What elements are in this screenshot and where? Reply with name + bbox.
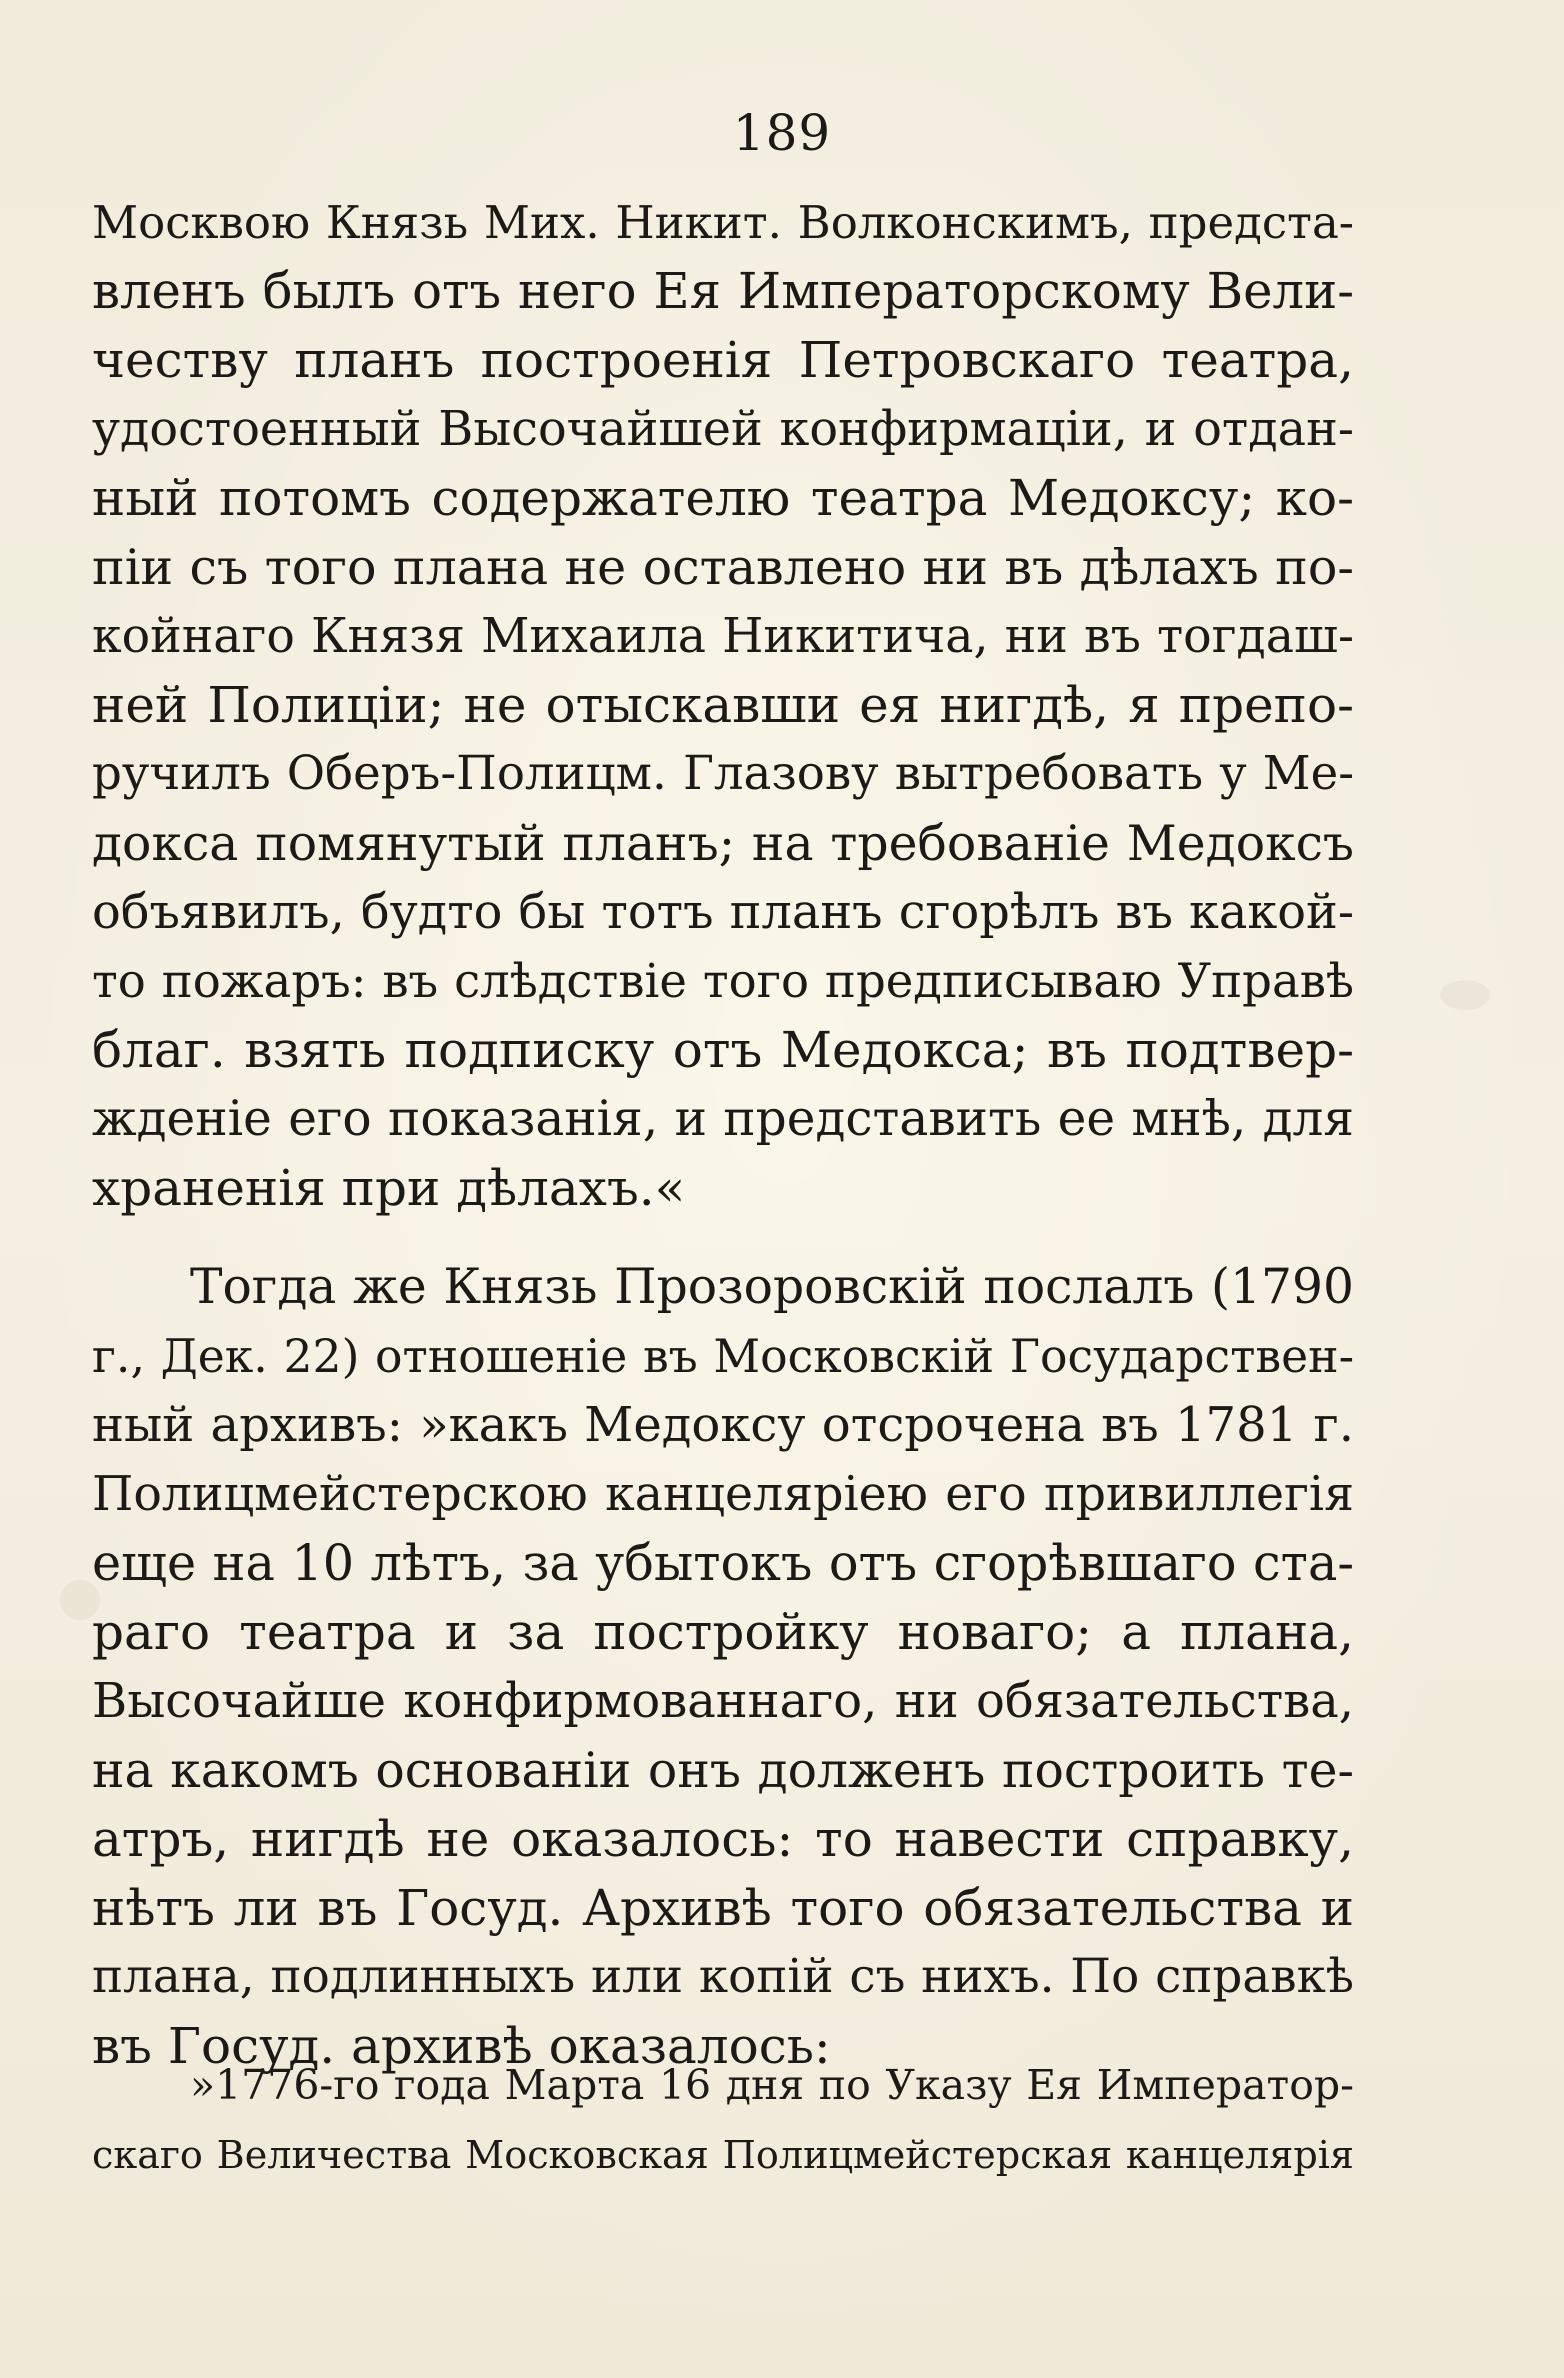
paper-smudge <box>1440 980 1490 1010</box>
text-line: то пожаръ: въ слѣдствіе того предписываю Управѣ <box>92 954 1354 1008</box>
text-line: плана, подлинныхъ или копій съ нихъ. По справкѣ <box>92 1950 1354 2004</box>
text-line: объявилъ, будто бы тотъ планъ сгорѣлъ въ какой- <box>92 885 1354 940</box>
page-number: 189 <box>732 104 832 162</box>
paragraph-gap <box>92 1223 1354 1253</box>
text-line: раго театра и за постройку новаго; а плана, <box>92 1603 1354 1661</box>
text-line: Высочайше конфирмованнаго, ни обязательства, <box>92 1674 1354 1729</box>
paragraph-1 <box>92 188 1354 1223</box>
text-line: удостоенный Высочайшей конфирмаціи, и отдан- <box>92 402 1354 457</box>
text-line: Москвою Князь Мих. Никит. Волконскимъ, предста- <box>92 196 1354 249</box>
text-line: ный архивъ: »какъ Медоксу отсрочена въ 1781 г. <box>92 1397 1354 1453</box>
text-line: жденіе его показанія, и представить ее мнѣ, для <box>92 1091 1354 1147</box>
text-line: нѣтъ ли въ Госуд. Архивѣ того обязательства и <box>92 1879 1354 1937</box>
text-line: скаго Величества Московская Полицмейстерская канцелярія <box>92 2133 1354 2177</box>
text-line: честву планъ построенія Петровскаго театра, <box>92 331 1354 389</box>
text-line: вленъ былъ отъ него Ея Императорскому Вели- <box>92 262 1354 320</box>
text-line: еще на 10 лѣтъ, за убытокъ отъ сгорѣвшаго ста- <box>92 1534 1354 1592</box>
text-line: Тогда же Князь Прозоровскій послалъ (1790 <box>190 1259 1354 1315</box>
text-line: докса помянутый планъ; на требованіе Медоксъ <box>92 815 1354 872</box>
text-line: »1776-го года Марта 16 дня по Указу Ея Император- <box>190 2061 1354 2109</box>
text-line: атръ, нигдѣ не оказалось: то навести справку, <box>92 1810 1354 1868</box>
quoted-document-text <box>92 2050 1354 2190</box>
text-line: ней Полиціи; не отыскавши ея нигдѣ, я препо- <box>92 676 1354 734</box>
text-line: ный потомъ содержателю театра Медоксу; ко- <box>92 469 1354 527</box>
text-line: въ Госуд. архивѣ оказалось: <box>92 2017 831 2075</box>
text-line: койнаго Князя Михаила Никитича, ни въ тогдаш- <box>92 609 1354 664</box>
paragraph-2 <box>92 1253 1354 2081</box>
text-line: піи съ того плана не оставлено ни въ дѣлахъ по- <box>92 538 1354 596</box>
text-line: на какомъ основаніи онъ долженъ построить те- <box>92 1742 1354 1799</box>
text-line: храненія при дѣлахъ.« <box>92 1159 686 1217</box>
text-line: ручилъ Оберъ-Полицм. Глазову вытребовать у Ме- <box>92 747 1354 801</box>
text-line: г., Дек. 22) отношеніе въ Московскій Государствен- <box>92 1330 1354 1383</box>
text-line: благ. взять подписку отъ Медокса; въ подтвер- <box>92 1021 1354 1079</box>
main-text <box>92 188 1354 2081</box>
text-line: Полицмейстерскою канцеляріею его привиллегія <box>92 1467 1354 1522</box>
